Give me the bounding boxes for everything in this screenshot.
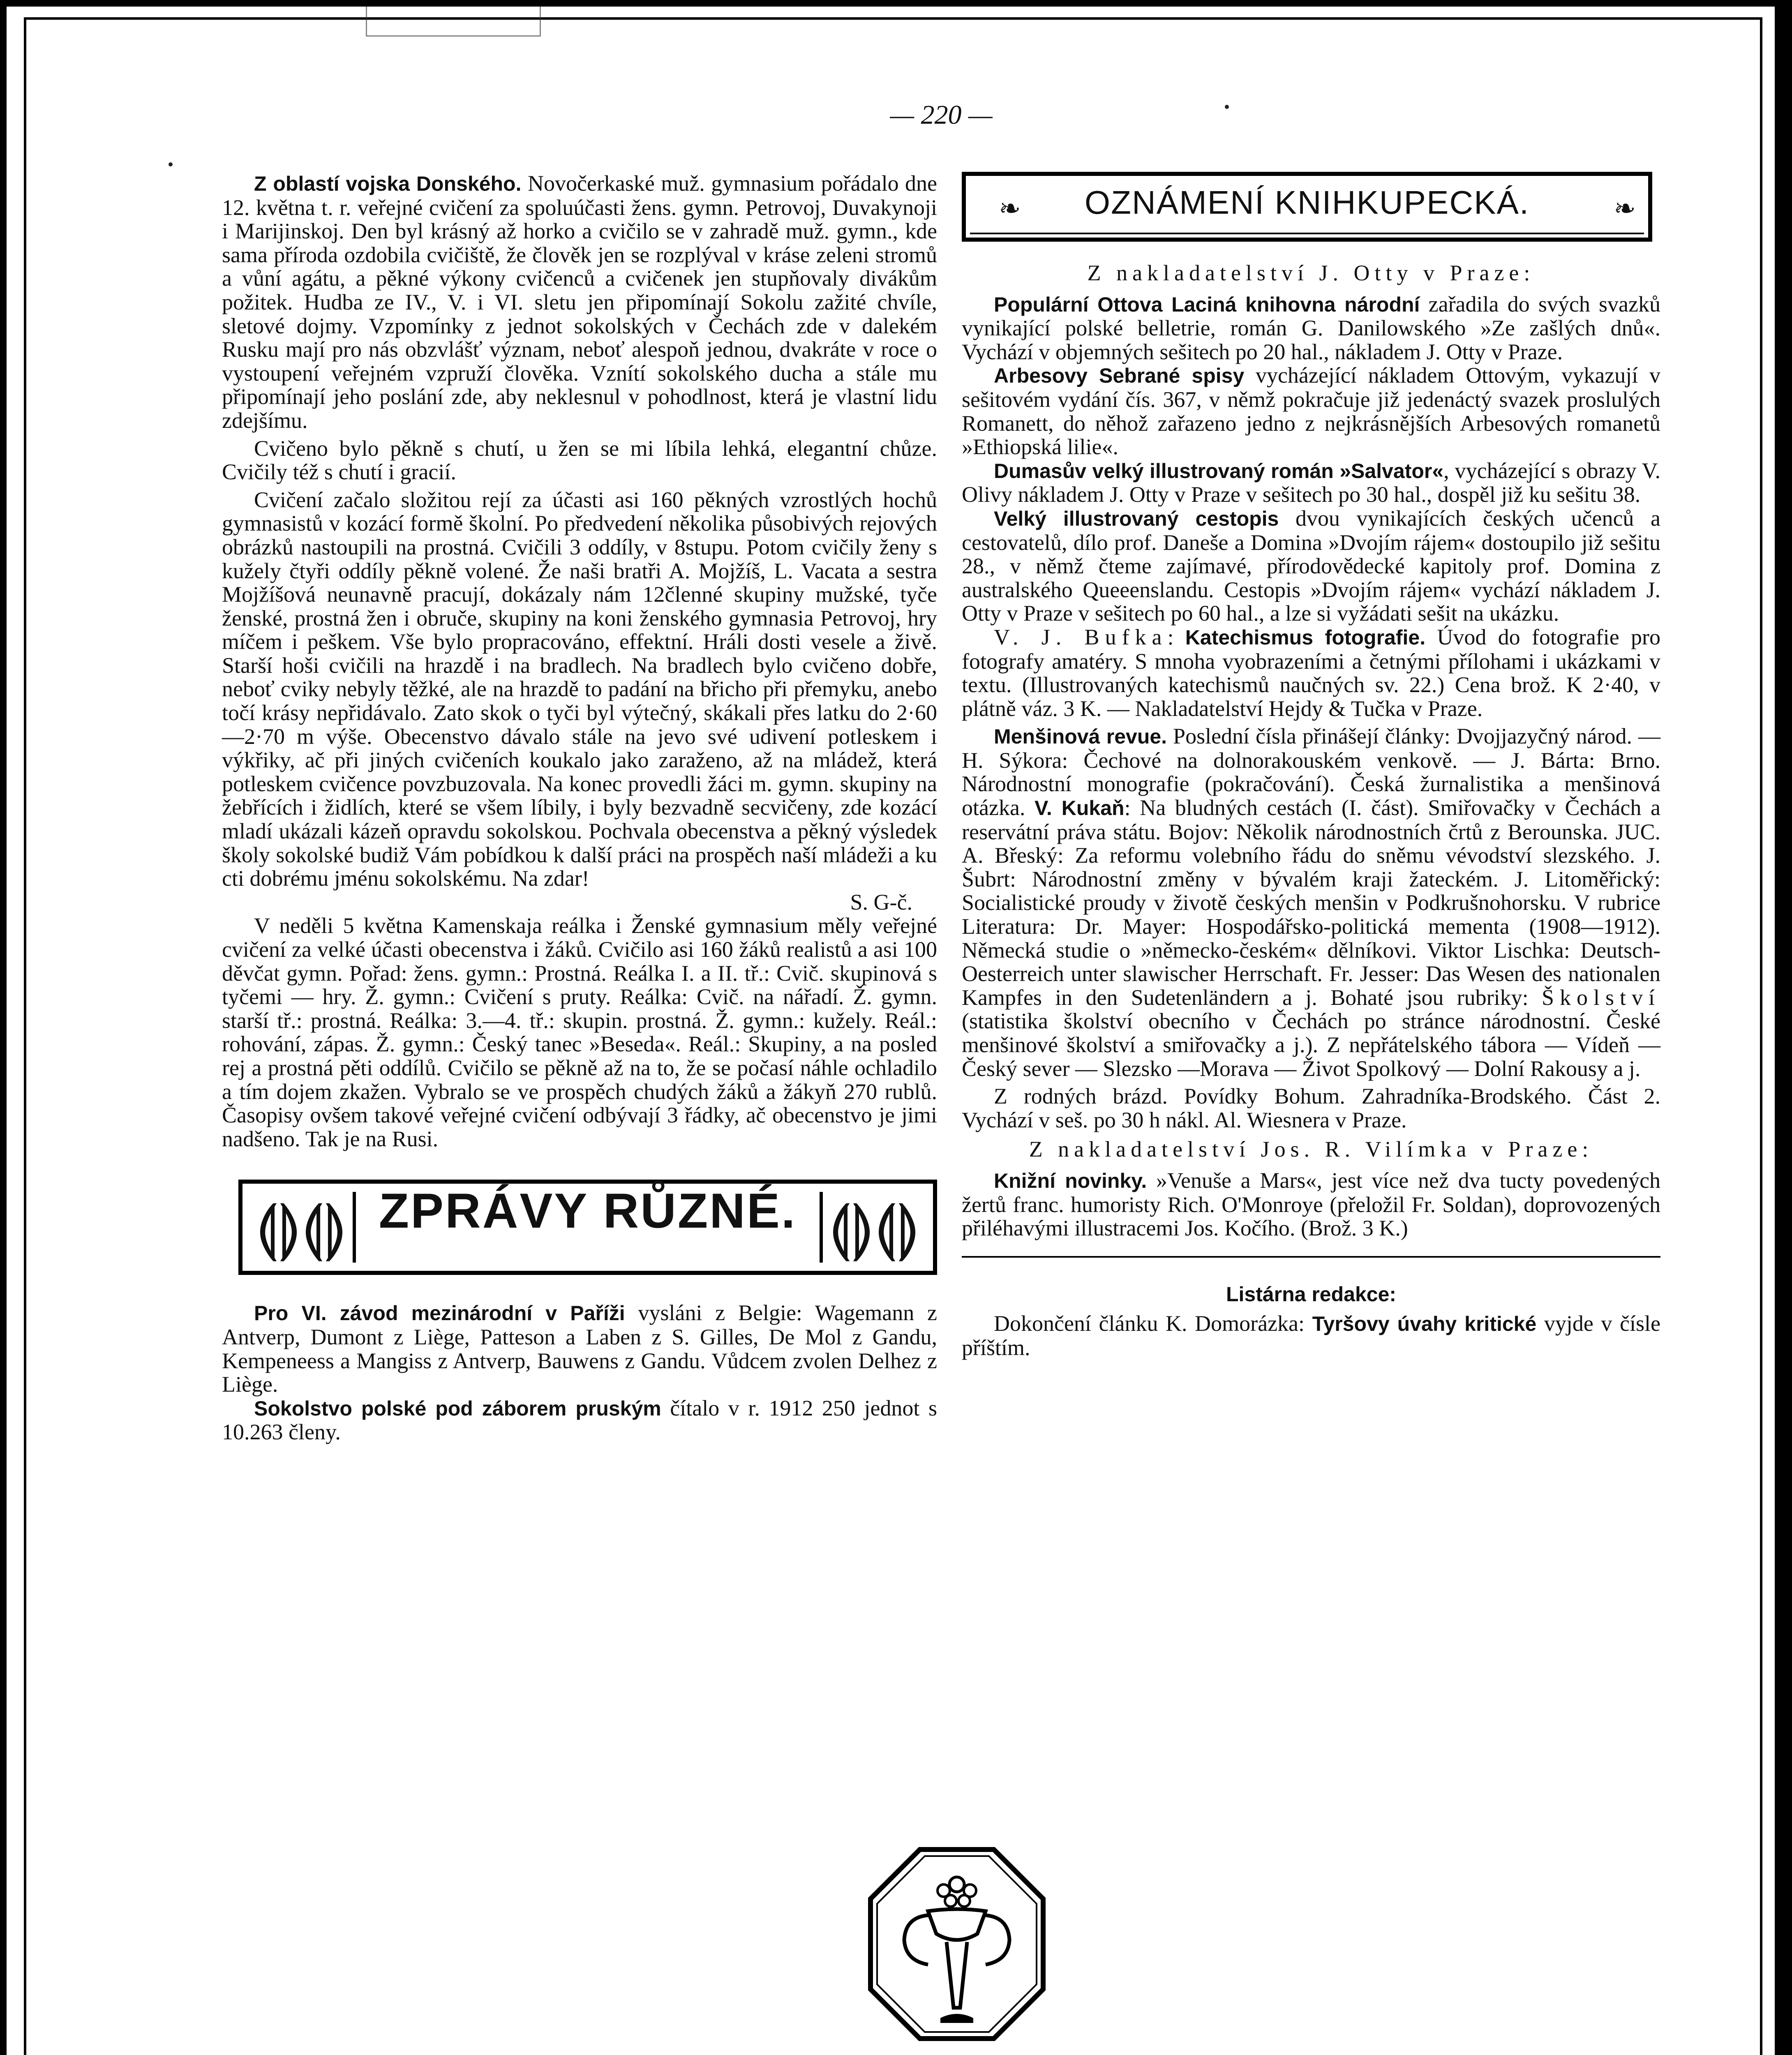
article-signature: S. G-č.: [850, 889, 912, 914]
divider: [962, 1256, 1660, 1258]
vase-emblem-icon: [866, 1845, 1047, 2043]
news-heading: Sokolstvo polské pod záborem pruským: [254, 1397, 661, 1420]
article-paragraph: Cvičeno bylo pěkně s chutí, u žen se mi líbila lehká, elegantní chůze. Cvičily též s chutí i gracií.: [222, 436, 937, 485]
notice-text: Poslední čísla přinášejí články: Dvojjazyčný národ. — H. Sýkora: Čechové na dolnorakouském venkově. — J. Bárta: Brno. Národnostní monografie (pokračování). Česká žurnalistika a menšinová otázka.: [962, 724, 1661, 820]
scan-speck: [169, 162, 173, 166]
listarna-text: vyjde v čísle příštím.: [962, 1311, 1660, 1360]
notice-item: [962, 1169, 1660, 1240]
news-text: vysláni z Belgie: Wagemann z Antverp, Dumont z Liège, Patteson a Laben z S. Gilles, De Mol z Gandu, Kempeneess a Mangiss z Antverp, Bauwens z Gandu. Vůdcem zvolen Delhez z Liège.: [222, 1300, 937, 1397]
listarna-note: [962, 1312, 1660, 1360]
scan-speck: [1225, 105, 1229, 109]
section-header-zpravy-ruzne: [238, 1180, 937, 1275]
article-paragraph: V neděli 5 května Kamenskaja reálka i Ženské gymnasium měly veřejné cvičení za velké účasti obecenstva i žáků. Cvičilo asi 160 žáků realistů a asi 100 děvčat gymn. Pořad: žens. gymn.: Prostná. Reálka I. a II. tř.: Cvič. skupinová s tyčemi — hry. Ž. gymn.: Cvičení s pruty. Reálka: Cvič. na nářadí. Ž. gymn. starší tř.: prostná. Reálka: 3.—4. tř.: skupin. prostná. Ž. gymn.: kužely. Reál.: rohování, zápas. Ž. gymn.: Český tanec »Beseda«. Reál.: Skupiny, a na posled rej a prostná pěti oddílů. Cvičilo se pěkně až na to, že se počasí náhle ochladilo a tím dojem zkažen. Vybralo se ve prospěch chudých žáků a žákyň 270 rublů. Časopisy ovšem takové veřejné cvičení odbývají 3 řádky, ač obecenstvo je jimi nadšeno. Tak je na Rusi.: [222, 913, 937, 1151]
notice-heading: Knižní novinky.: [994, 1169, 1147, 1192]
section-title: ZPRÁVY RŮZNÉ.: [379, 1183, 797, 1239]
listarna-text: Dokončení článku K. Domorázka:: [994, 1311, 1312, 1336]
listarna-title: Listárna redakce:: [1226, 1282, 1397, 1306]
notice-heading: Katechismus fotografie.: [1185, 626, 1426, 649]
notice-heading: Velký illustrovaný cestopis: [994, 507, 1279, 530]
right-column: [962, 172, 1660, 1360]
news-item: [222, 1301, 937, 1396]
page-number: — 220 —: [890, 100, 993, 130]
notice-name: V. Kukaň: [1035, 797, 1125, 820]
notice-text: zařadila do svých svazků vynikající polské belletrie, román G. Danilowského »Ze zašlých dnů«. Vychází v objemných sešitech po 20 hal., nákladem J. Otty v Praze.: [962, 291, 1660, 364]
scan-edge-top: [0, 0, 1792, 7]
news-text: čítalo v r. 1912 250 jednot s 10.263 členy.: [222, 1395, 937, 1445]
notice-item: [962, 725, 1660, 1081]
scan-artifact: [366, 7, 541, 37]
ornament-icon: ❧: [999, 194, 1021, 224]
notice-item: [962, 293, 1660, 364]
notice-text: Úvod do fotografie pro fotografy amatéry. S mnoha vyobrazeními a četnými přílohami i ukázkami v textu. (Illustrovaných katechismů naučných sv. 22.) Cena brož. K 2·40, v plátně váz. 3 K. — Nakladatelství Hejdy & Tučka v Praze.: [962, 624, 1660, 721]
notice-item: Z rodných brázd. Povídky Bohum. Zahradníka-Brodského. Část 2. Vychází v seš. po 30 h nákl. Al. Wiesnera v Praze.: [962, 1084, 1660, 1132]
notice-item: [962, 364, 1660, 459]
news-item: [222, 1397, 937, 1444]
notice-text: »Venuše a Mars«, jest více než dva tucty povedených žertů franc. humoristy Rich. O'Monroye (přeložil Fr. Soldan), doprovozených přiléhavými illustracemi Jos. Kočího. (Brož. 3 K.): [962, 1168, 1660, 1241]
publisher-heading: Z nakladatelství J. Otty v Praze:: [1087, 261, 1535, 285]
notice-spaced-word: Školství: [1541, 985, 1660, 1010]
publisher-heading: Z nakladatelství Jos. R. Vilímka v Praze:: [1029, 1137, 1593, 1162]
ornament-pattern-left: ⟬⟭⟬⟭: [250, 1192, 356, 1263]
notice-heading: Dumasův velký illustrovaný román »Salvator«: [994, 459, 1444, 483]
scan-edge-left: [0, 0, 7, 2055]
notice-heading: Arbesovy Sebrané spisy: [994, 364, 1245, 388]
ornament-icon: ❧: [1614, 194, 1636, 224]
notice-item: [962, 459, 1660, 507]
notice-heading: Menšinová revue.: [994, 725, 1167, 748]
article-text: Novočerkaské muž. gymnasium pořádalo dne 12. května t. r. veřejné cvičení za spoluúčasti žens. gymn. Petrovoj, Duvakynoji i Marijinskoj. Den byl krásný až horko a cvičilo se v zahradě muž. gymn., kde sama příroda ozdobila cvičiště, že člověk jen se rozplýval v kráse zeleni stromů a vůní agátu, a pěkné výkony cvičenců a cvičenek jen stupňovaly divákům požitek. Hudba ze IV., V. i VI. sletu jen připomínají Sokolu zažité chvíle, sletové dojmy. Vzpomínky z jednot sokolských v Čechách zde v dalekém Rusku mají pro nás obzvlášť význam, neboť alespoň jednou, dvakráte v roce o vystoupení veřejném vzpruží člověka. Vznítí sokolského ducha a stále mu připomínají jeho poslání zde, aby neklesnul v pohodlnost, která je vlastní lidu zdejšímu.: [222, 171, 937, 433]
section-title: OZNÁMENÍ KNIHKUPECKÁ.: [1084, 184, 1530, 221]
notice-text: vycházející nákladem Ottovým, vykazují v sešitovém vydání čís. 367, v němž pokračuje již jedenáctý svazek proslulých Romanett, do něhož zařazeno jedno z nejkrásnějších Arbesových romanetů »Ethiopská lilie«.: [962, 363, 1660, 459]
article-don-army: [222, 172, 937, 433]
notice-heading: Populární Ottova Laciná knihovna národní: [994, 293, 1420, 316]
section-header-oznameni: [962, 172, 1652, 242]
notice-item: [962, 626, 1660, 720]
listarna-article: Tyršovy úvahy kritické: [1312, 1312, 1537, 1336]
notice-item: [962, 507, 1660, 626]
left-column: [222, 172, 937, 1444]
notice-text: : Na bludných cestách (I. část). Smiřovačky v Čechách a reservátní práva státu. Bojov: Několik národnostních črtů z Berounska. JUC. A. Břeský: Za reformu volebního řádu do sněmu vévodství slezského. J. Šubrt: Národnostní změny v bývalém kraji žateckém. J. Litoměřický: Socialistické proudy v životě českých menšin v Podkrušnohorsku. V rubrice Literatura: Dr. Mayer: Hospodářsko-politická mementa (1908—1912). Německá studie o »německo-českém« dělníkovi. Viktor Lischka: Deutsch-Oesterreich unter slawischer Herrschaft. Fr. Jesser: Das Wesen des nationalen Kampfes in den Sudetenländern a j. Bohaté jsou rubriky:: [962, 795, 1660, 1010]
article-heading: Z oblastí vojska Donského.: [254, 172, 522, 195]
notice-author: V. J. Bufka: [994, 624, 1168, 649]
article-paragraph: Cvičení začalo složitou rejí za účasti asi 160 pěkných vzrostlých hochů gymnasistů v kozácí formě školní. Po předvedení několika působivých rejových obrázků nastoupili na prostná. Cvičili 3 oddíly, v 8stupu. Potom cvičily ženy s kužely čtyři oddíly pěkně volené. Že naši bratři A. Mojžíš, L. Vacata a sestra Mojžíšová neunavně pracují, dokázaly nám 12členné skupiny mužské, tyče ženské, prostná žen i obruče, skupiny na koni ženského gymnasia Petrovoj, hry míčem i peškem. Vše bylo propracováno, effektní. Hráli dosti vesele a živě. Starší hoši cvičili na hrazdě i na bradlech. Na bradlech bylo cvičeno dobře, neboť cviky nebyly těžké, ale na hrazdě to padání na břicho při přemyku, anebo točí krásy nepřidávalo. Zato skok o tyči byl výtečný, skákali přes latku do 2·60—2·70 m výše. Obecenstvo dávalo stále na jevo své udivení potleskem i výkřiky, ač při jiných cvičeních koukalo jako zaraženo, až na mládež, která potleskem cvičence povzbuzovala. Na konec provedli žáci m. gymn. skupiny na žebřících i židlích, které se všem líbily, i byly bezvadně secvičeny, zde kozácí mladí ukázali kázeň opravdu sokolskou. Pochvala obecenstva a pěkný výsledek školy sokolské budiž Vám pobídkou k další práci na prospěch naší mládeži a ku cti dobrému jménu sokolskému. Na zdar!: [222, 487, 937, 891]
listarna-heading: [962, 1282, 1660, 1307]
notice-text: , vycházející s obrazy V. Olivy nákladem J. Otty v Praze v sešitech po 30 hal., dospěl již ku sešitu 38.: [962, 458, 1661, 507]
ornament-pattern-right: ⟬⟭⟬⟭: [820, 1192, 926, 1263]
notice-separator: :: [1167, 624, 1185, 649]
scan-edge-right: [1775, 0, 1792, 2055]
notice-text: dvou vynikajících českých učenců a cestovatelů, dílo prof. Daneše a Domina »Dvojím rájem« dostoupilo již sešitu 28., v němž čteme zajímavé, přírodovědecké kapitoly prof. Domina z australského Queeenslandu. Cestopis »Dvojím rájem« vychází nákladem J. Otty v Praze v sešitech po 60 hal., a lze si vyžádati sešit na ukázku.: [962, 506, 1660, 626]
notice-text: (statistika školství obecního v Čechách po stránce národnostní. České menšinové školství a smiřovačky a j.). Z nepřátelského tábora — Vídeň — Český sever — Slezsko —Morava — Život Spolkový — Dolní Rakousy a j.: [962, 1009, 1660, 1081]
news-heading: Pro VI. závod mezinárodní v Paříži: [254, 1302, 625, 1325]
